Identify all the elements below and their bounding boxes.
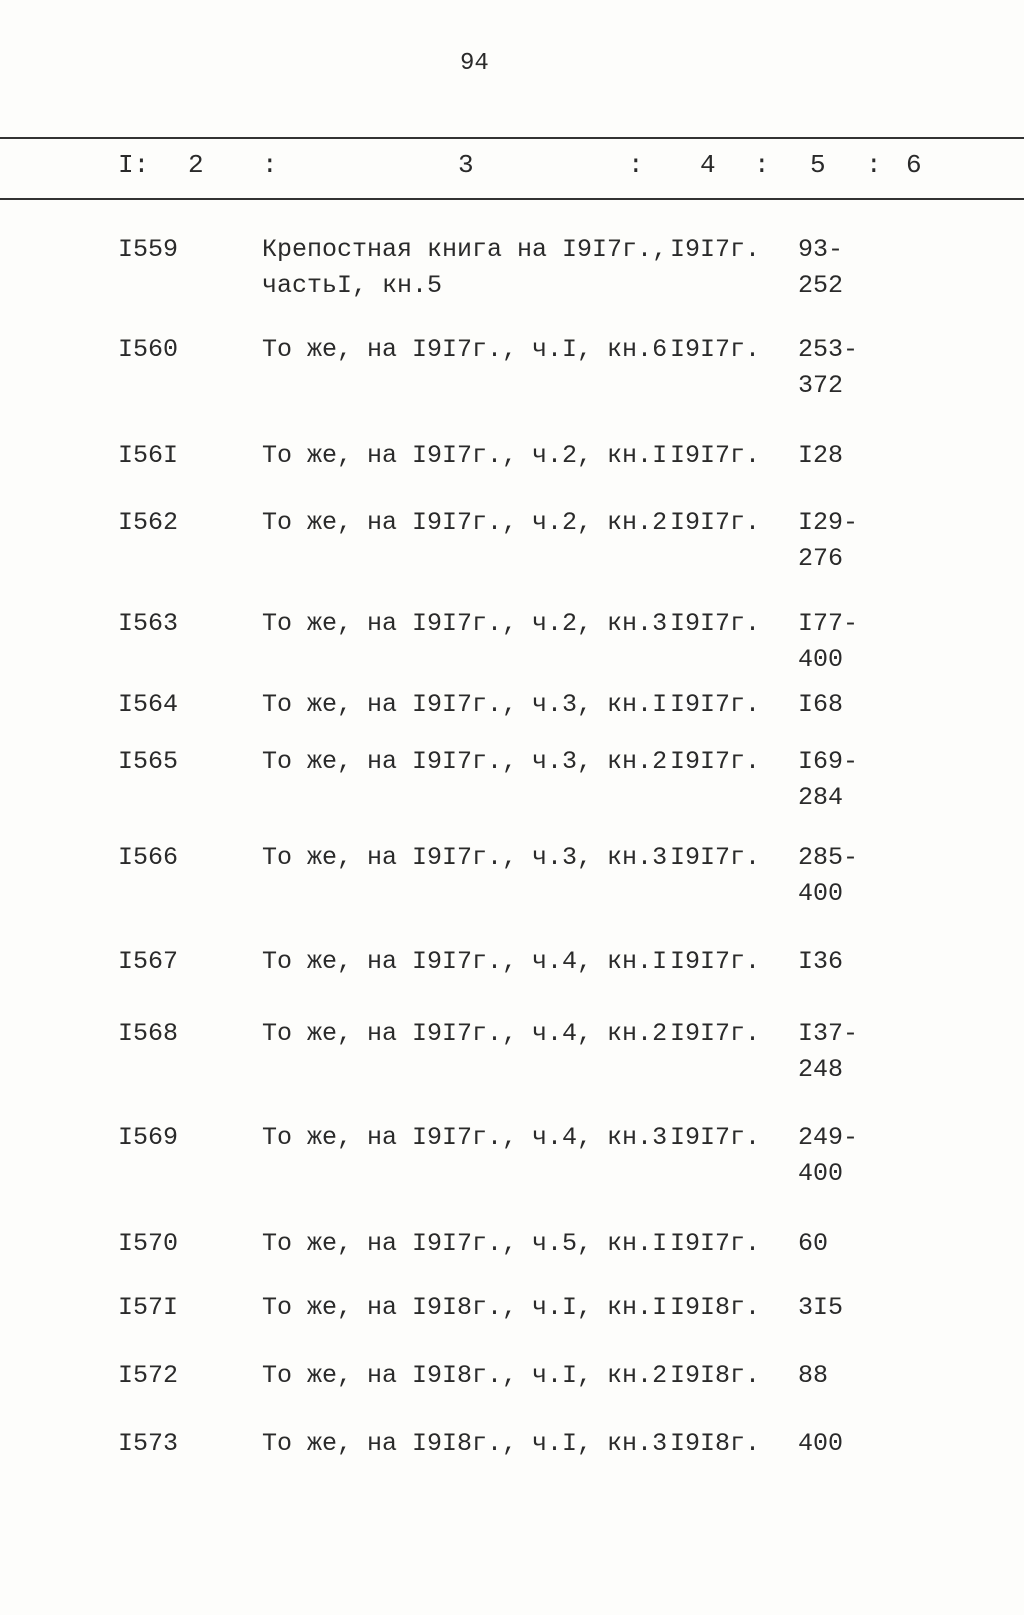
row-sheets: 93- 252 [798, 235, 844, 300]
row-title: То же, на I9I7г., ч.2, кн.I [262, 441, 668, 470]
header-sep4: : [866, 150, 882, 180]
row-sheets: I77- 400 [798, 609, 859, 674]
row-sheets: 3I5 [798, 1293, 844, 1322]
row-date: I9I8г. [670, 1293, 761, 1322]
row-number: I566 [118, 843, 179, 872]
row-title: То же, на I9I8г., ч.I, кн.I [262, 1293, 668, 1322]
row-date: I9I7г. [670, 947, 761, 976]
row-number: I569 [118, 1123, 179, 1152]
row-title: Крепостная книга на I9I7г., частьI, кн.5 [262, 235, 668, 300]
row-date: I9I7г. [670, 441, 761, 470]
row-number: I56I [118, 441, 179, 470]
row-date: I9I7г. [670, 843, 761, 872]
header-col5: 5 [810, 150, 826, 180]
row-sheets: 88 [798, 1361, 829, 1390]
header-col2: 2 [188, 150, 204, 180]
row-sheets: I69- 284 [798, 747, 859, 812]
row-sheets: 400 [798, 1429, 844, 1458]
row-date: I9I7г. [670, 609, 761, 638]
row-date: I9I7г. [670, 747, 761, 776]
row-sheets: I37- 248 [798, 1019, 859, 1084]
row-title: То же, на I9I7г., ч.4, кн.I [262, 947, 668, 976]
row-title: То же, на I9I7г., ч.3, кн.2 [262, 747, 668, 776]
header-col1: I: [118, 150, 150, 180]
row-number: I564 [118, 690, 179, 719]
row-date: I9I8г. [670, 1429, 761, 1458]
header-sep3: : [754, 150, 770, 180]
row-number: I567 [118, 947, 179, 976]
row-number: I562 [118, 508, 179, 537]
row-date: I9I7г. [670, 690, 761, 719]
row-title: То же, на I9I7г., ч.4, кн.2 [262, 1019, 668, 1048]
row-title: То же, на I9I7г., ч.2, кн.2 [262, 508, 668, 537]
row-title: То же, на I9I7г., ч.5, кн.I [262, 1229, 668, 1258]
row-title: То же, на I9I8г., ч.I, кн.2 [262, 1361, 668, 1390]
row-number: I568 [118, 1019, 179, 1048]
row-date: I9I8г. [670, 1361, 761, 1390]
header-sep2: : [628, 150, 644, 180]
row-date: I9I7г. [670, 1019, 761, 1048]
row-date: I9I7г. [670, 508, 761, 537]
header-col3: 3 [458, 150, 474, 180]
row-number: I565 [118, 747, 179, 776]
row-sheets: I68 [798, 690, 844, 719]
row-date: I9I7г. [670, 1123, 761, 1152]
row-title: То же, на I9I7г., ч.2, кн.3 [262, 609, 668, 638]
row-number: I572 [118, 1361, 179, 1390]
row-sheets: 249- 400 [798, 1123, 859, 1188]
row-sheets: 60 [798, 1229, 829, 1258]
row-number: I573 [118, 1429, 179, 1458]
row-sheets: I28 [798, 441, 844, 470]
header-top-rule [0, 137, 1024, 139]
table-header [0, 150, 1024, 190]
row-number: I57I [118, 1293, 179, 1322]
page-number: 94 [460, 50, 489, 77]
row-title: То же, на I9I7г., ч.4, кн.3 [262, 1123, 668, 1152]
row-sheets: I36 [798, 947, 844, 976]
row-number: I570 [118, 1229, 179, 1258]
row-number: I563 [118, 609, 179, 638]
row-sheets: 285- 400 [798, 843, 859, 908]
header-bottom-rule [0, 198, 1024, 200]
row-sheets: 253- 372 [798, 335, 859, 400]
row-date: I9I7г. [670, 335, 761, 364]
row-title: То же, на I9I7г., ч.I, кн.6 [262, 335, 668, 364]
header-col6: 6 [906, 150, 922, 180]
row-number: I560 [118, 335, 179, 364]
row-title: То же, на I9I7г., ч.3, кн.3 [262, 843, 668, 872]
header-sep1: : [262, 150, 278, 180]
row-date: I9I7г. [670, 1229, 761, 1258]
row-sheets: I29- 276 [798, 508, 859, 573]
header-col4: 4 [700, 150, 716, 180]
row-title: То же, на I9I8г., ч.I, кн.3 [262, 1429, 668, 1458]
row-number: I559 [118, 235, 179, 264]
row-title: То же, на I9I7г., ч.3, кн.I [262, 690, 668, 719]
row-date: I9I7г. [670, 235, 761, 264]
